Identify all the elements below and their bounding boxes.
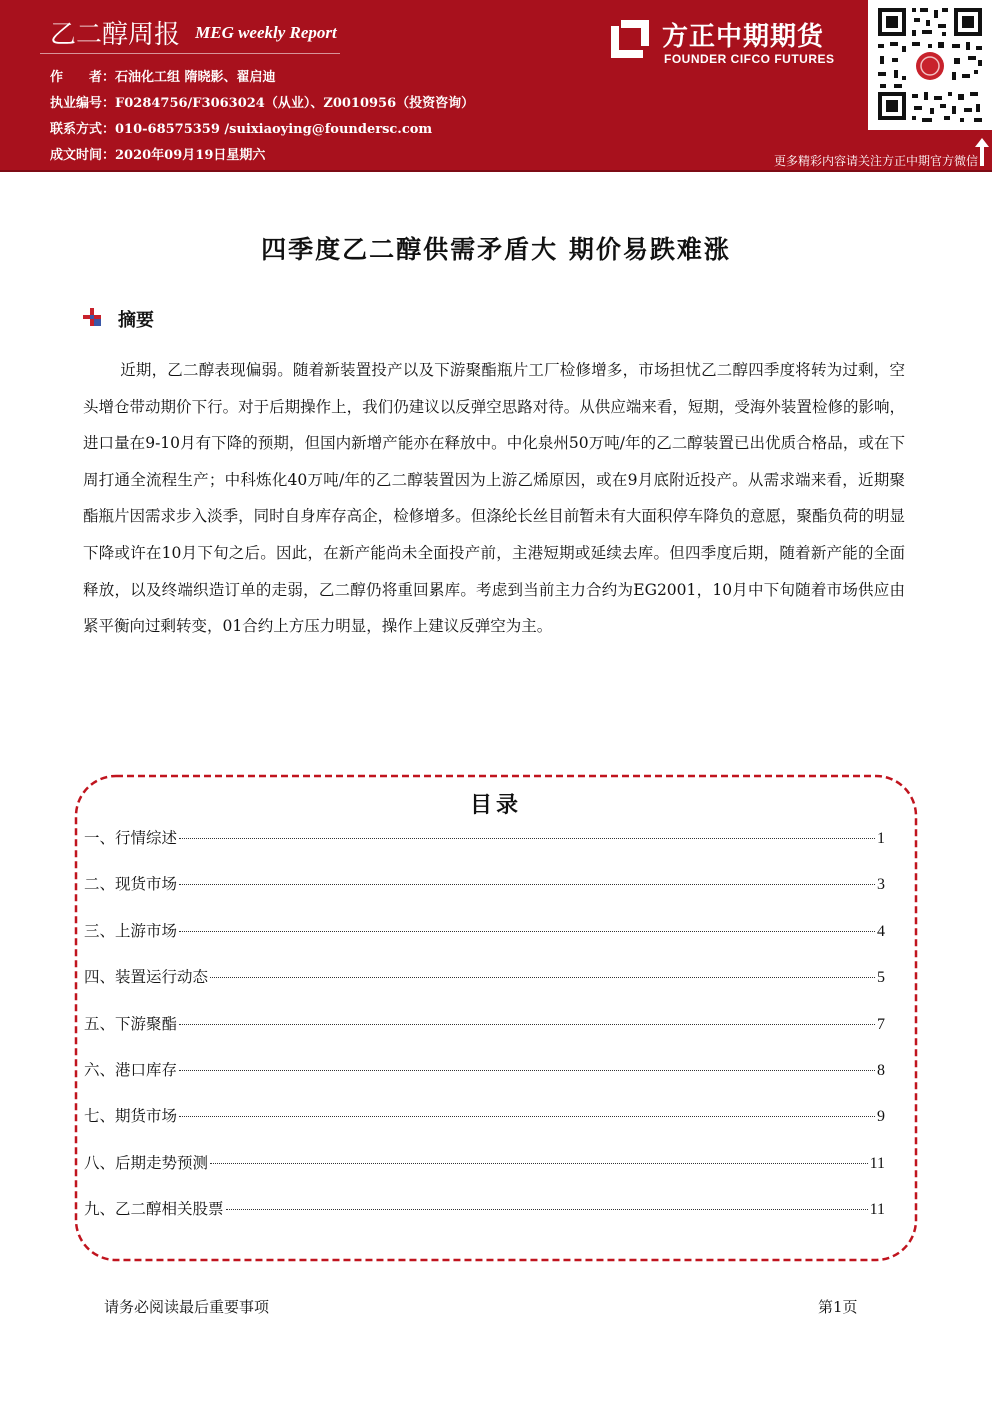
toc-item-page: 5 xyxy=(877,969,885,987)
logo-mark-icon xyxy=(607,16,653,62)
page-number: 第1页 xyxy=(818,1298,858,1316)
toc-leader xyxy=(210,977,875,978)
toc-item-page: 8 xyxy=(877,1061,885,1079)
document-title: 四季度乙二醇供需矛盾大 期价易跌难涨 xyxy=(261,235,731,264)
toc-leader xyxy=(179,838,875,839)
report-title xyxy=(50,14,337,51)
logo-text-en: FOUNDER CIFCO FUTURES xyxy=(664,52,835,66)
toc-item[interactable] xyxy=(84,965,885,1011)
toc-item-page: 1 xyxy=(877,830,885,847)
toc-item-page: 3 xyxy=(877,876,885,894)
toc-item[interactable] xyxy=(84,872,885,918)
toc-leader xyxy=(179,931,875,932)
license-line: 执业编号：F0284756/F3063024（从业）、Z0010956（投资咨询） xyxy=(50,96,475,111)
toc-item-label: 二、现货市场 xyxy=(84,875,178,894)
toc-leader xyxy=(179,1070,875,1071)
toc-item-label: 六、港口库存 xyxy=(84,1060,178,1079)
toc-list xyxy=(84,826,885,1244)
header-divider xyxy=(0,170,992,172)
wechat-note: 更多精彩内容请关注方正中期官方微信 xyxy=(773,154,978,168)
report-header xyxy=(0,0,992,170)
toc-item[interactable] xyxy=(84,1197,885,1243)
toc-item-page: 11 xyxy=(869,1201,885,1219)
toc-item[interactable] xyxy=(84,1012,885,1058)
toc-title: 目录 xyxy=(469,793,522,818)
toc-leader xyxy=(226,1209,868,1210)
logo-text-cn: 方正中期期货 xyxy=(662,22,825,52)
toc-item-page: 7 xyxy=(877,1015,885,1033)
company-logo xyxy=(607,14,869,72)
toc-item-page: 9 xyxy=(877,1108,885,1126)
toc-item-label: 五、下游聚酯 xyxy=(84,1014,178,1033)
toc-item-label: 七、期货市场 xyxy=(84,1107,178,1126)
toc-item[interactable] xyxy=(84,919,885,965)
toc-item-page: 4 xyxy=(877,922,885,940)
section-bullet-icon xyxy=(83,308,101,326)
toc-item[interactable] xyxy=(84,1058,885,1104)
toc-leader xyxy=(210,1163,868,1164)
date-line: 成文时间：2020年09月19日星期六 xyxy=(50,148,266,163)
report-title-en: MEG weekly Report xyxy=(195,22,337,42)
toc-leader xyxy=(179,1024,875,1025)
author-line: 作 者：石油化工组 隋晓影、翟启迪 xyxy=(50,70,276,85)
footer-notice: 请务必阅读最后重要事项 xyxy=(104,1298,270,1316)
toc-item-label: 一、行情综述 xyxy=(84,829,178,847)
toc-leader xyxy=(179,1116,875,1117)
toc-item-label: 八、后期走势预测 xyxy=(84,1153,209,1172)
toc-item[interactable] xyxy=(84,1151,885,1197)
qr-code-icon xyxy=(868,0,992,130)
report-title-cn: 乙二醇周报 xyxy=(50,20,181,50)
toc-item-label: 三、上游市场 xyxy=(84,921,178,940)
summary-paragraph: 近期，乙二醇表现偏弱。随着新装置投产以及下游聚酯瓶片工厂检修增多，市场担忧乙二醇四季度将转为过剩，空头增仓带动期价下行。对于后期操作上，我们仍建议以反弹空思路对待。从供应端来看，短期，受海外装置检修的影响，进口量在9-10月有下降的预期，但国内新增产能亦在释放中。中化泉州50万吨/年的乙二醇装置已出优质合格品，或在下周打通全流程生产；中科炼化40万吨/年的乙二醇装置因为上游乙烯原因，或在9月底附近投产。从需求端来看，近期聚酯瓶片因需求步入淡季，同时自身库存高企，检修增多。但涤纶长丝目前暂未有大面积停车降负的意愿，聚酯负荷的明显下降或许在10月下旬之后。因此，在新产能尚未全面投产前，主港短期或延续去库。但四季度后期，随着新产能的全面释放，以及终端织造订单的走弱，乙二醇仍将重回累库。考虑到当前主力合约为EG2001，10月中下旬随着市场供应由紧平衡向过剩转变，01合约上方压力明显，操作上建议反弹空为主。 xyxy=(83,361,905,636)
title-underline xyxy=(40,53,340,54)
toc-leader xyxy=(179,884,875,885)
wechat-qr-code xyxy=(868,0,992,130)
toc-item[interactable] xyxy=(84,1104,885,1150)
toc-item-page: 11 xyxy=(869,1154,885,1172)
toc-item-label: 四、装置运行动态 xyxy=(84,968,209,987)
toc-item-label: 九、乙二醇相关股票 xyxy=(84,1200,224,1219)
toc-item[interactable] xyxy=(84,826,885,872)
contact-line: 联系方式：010-68575359 /suixiaoying@foundersc.com xyxy=(50,122,433,137)
summary-heading: 摘要 xyxy=(118,310,154,331)
